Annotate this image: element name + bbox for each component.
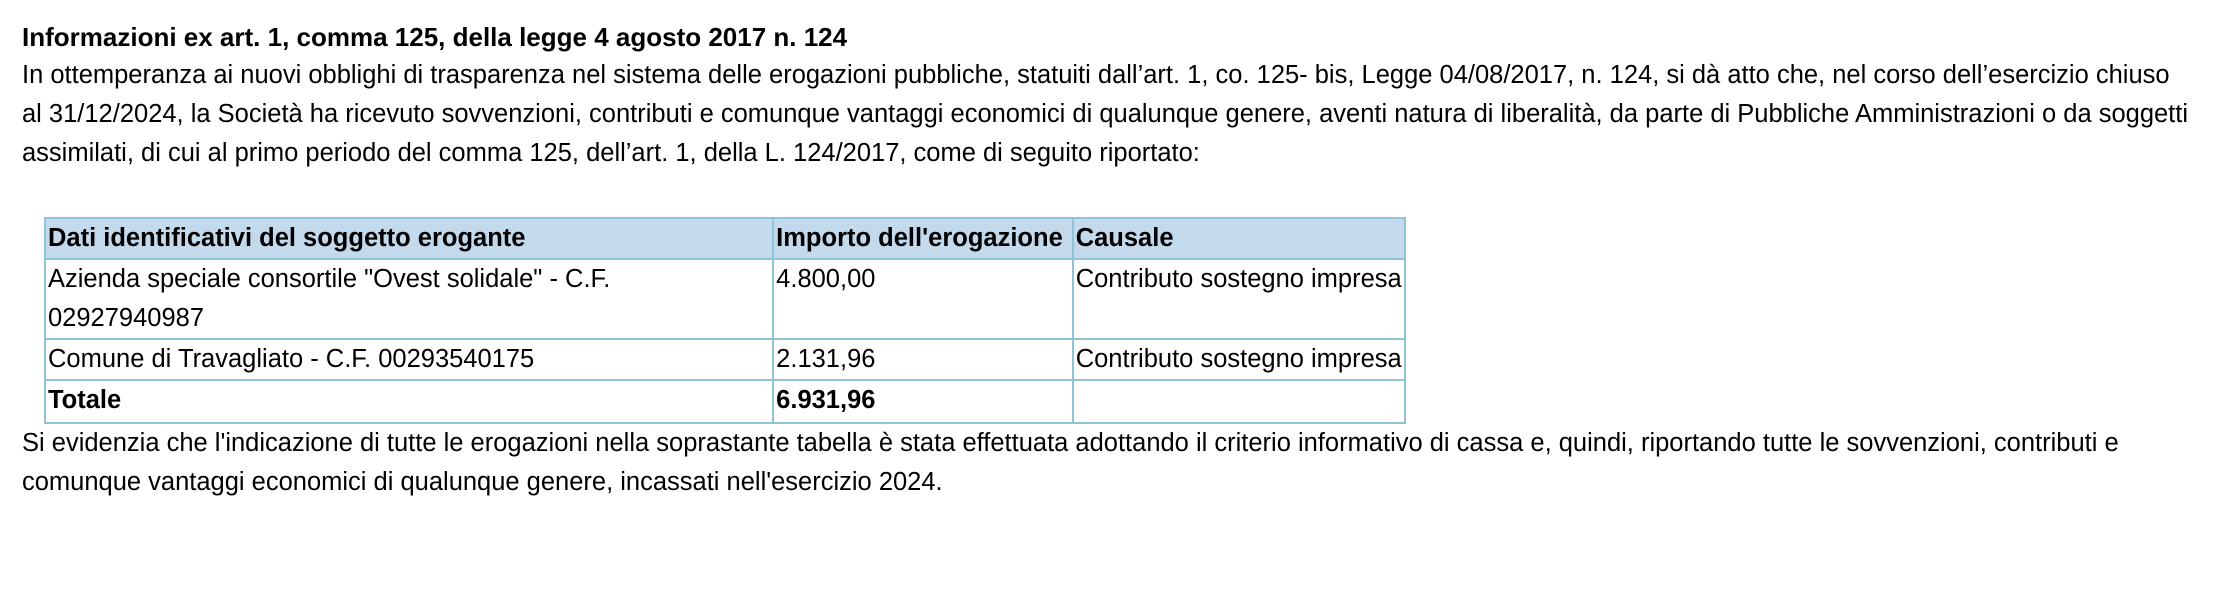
table-row: [45, 259, 1405, 339]
header-causale: Causale: [1073, 218, 1405, 259]
table-header-row: [45, 218, 1405, 259]
header-soggetto: Dati identificativi del soggetto erogante: [45, 218, 773, 259]
header-importo: Importo dell'erogazione: [773, 218, 1073, 259]
cell-soggetto: Comune di Travagliato - C.F. 00293540175: [45, 339, 773, 380]
cell-importo: 2.131,96: [773, 339, 1073, 380]
cell-causale: Contributo sostegno impresa: [1073, 259, 1405, 339]
total-causale: [1073, 380, 1405, 423]
total-label: Totale: [45, 380, 773, 423]
intro-paragraph: In ottemperanza ai nuovi obblighi di trasparenza nel sistema delle erogazioni pubbliche, statuiti dall’art. 1, co. 125- bis, Legge 04/08/2017, n. 124, si dà atto che, nel corso dell’esercizio chiuso al 31/12/2024, la Società ha ricevuto sovvenzioni, contributi e comunque vantaggi economici di qualunque genere, aventi natura di liberalità, da parte di Pubbliche Amministrazioni o da soggetti assimilati, di cui al primo periodo del comma 125, dell’art. 1, della L. 124/2017, come di seguito riportato:: [22, 61, 2189, 167]
grants-table: [44, 217, 1406, 424]
total-importo: 6.931,96: [773, 380, 1073, 423]
table-total-row: [45, 380, 1405, 423]
document: [22, 18, 2194, 502]
document-heading: Informazioni ex art. 1, comma 125, della legge 4 agosto 2017 n. 124: [22, 22, 848, 52]
outro-paragraph: Si evidenzia che l'indicazione di tutte le erogazioni nella soprastante tabella è stata effettuata adottando il criterio informativo di cassa e, quindi, riportando tutte le sovvenzioni, contributi e comunque vantaggi economici di qualunque genere, incassati nell'esercizio 2024.: [22, 429, 2119, 496]
cell-causale: Contributo sostegno impresa: [1073, 339, 1405, 380]
table-row: [45, 339, 1405, 380]
cell-soggetto: Azienda speciale consortile "Ovest solidale" - C.F. 02927940987: [45, 259, 773, 339]
cell-importo: 4.800,00: [773, 259, 1073, 339]
